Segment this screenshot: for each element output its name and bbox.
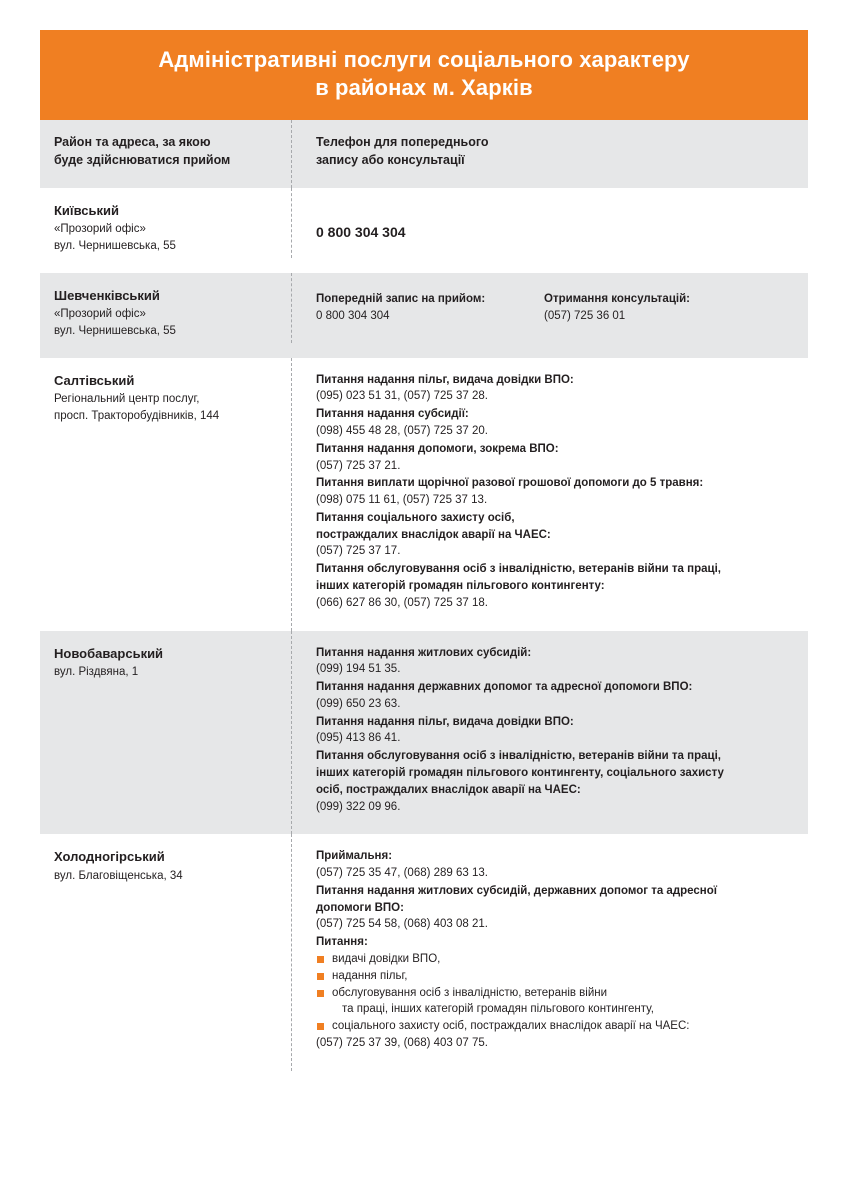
district-name: Новобаварський [54, 645, 164, 661]
appointment-booking-label: Попередній запис на прийом: [316, 292, 486, 305]
title-line-2: в районах м. Харків [315, 75, 533, 101]
row-district-cell [40, 631, 291, 835]
list-item-label: видачі довідки ВПО, [332, 953, 441, 966]
table-row [40, 188, 808, 273]
district-name: Київський [54, 202, 119, 218]
square-bullet-icon [317, 1023, 324, 1030]
district-address: «Прозорий офіс» вул. Чернишевська, 55 [54, 308, 176, 337]
service-item [316, 748, 794, 815]
phone-number[interactable]: (057) 725 36 01 [544, 309, 626, 322]
service-question: Питання надання житлових субсидій: [316, 646, 532, 659]
service-item [316, 441, 794, 475]
service-item [316, 510, 794, 560]
table-header-cell-left [40, 120, 291, 188]
phone-number[interactable]: (057) 725 37 21. [316, 459, 401, 472]
list-item [316, 1018, 794, 1035]
service-item [316, 561, 794, 611]
table-row [40, 834, 808, 1070]
square-bullet-icon [317, 956, 324, 963]
phone-number[interactable]: (057) 725 37 39, (068) 403 07 75. [316, 1036, 488, 1049]
row-phone-cell [291, 188, 808, 273]
column-header-district-address: Район та адреса, за якою буде здійснюватися прийом [54, 135, 231, 168]
row-phone-cell [291, 631, 808, 835]
service-item [316, 883, 794, 933]
service-item [316, 475, 794, 509]
service-question: Питання надання пільг, видача довідки ВПО: [316, 715, 574, 728]
service-question: Питання надання допомоги, зокрема ВПО: [316, 442, 559, 455]
row-phone-cell [291, 834, 808, 1070]
service-question: Питання виплати щорічної разової грошової допомоги до 5 травня: [316, 477, 704, 490]
phone-number[interactable]: (057) 725 54 58, (068) 403 08 21. [316, 918, 488, 931]
list-item [316, 968, 794, 985]
service-question: Питання надання житлових субсидій, державних допомог та адресної допомоги ВПО: [316, 884, 718, 914]
district-address: «Прозорий офіс» вул. Чернишевська, 55 [54, 223, 176, 253]
list-item-label: обслуговування осіб з інвалідністю, ветеранів війни [332, 986, 608, 999]
service-item [316, 372, 794, 406]
table-row [40, 273, 808, 358]
phone-number[interactable]: (098) 075 11 61, (057) 725 37 13. [316, 494, 488, 507]
services-table [40, 120, 808, 1070]
phone-number[interactable]: (057) 725 37 17. [316, 545, 401, 558]
table-row [40, 358, 808, 631]
row-phone-cell [291, 358, 808, 631]
district-address: вул. Різдвяна, 1 [54, 666, 139, 679]
row-district-cell [40, 834, 291, 1070]
district-address: Регіональний центр послуг, просп. Тракторобудівників, 144 [54, 393, 220, 422]
phone-number[interactable]: (057) 725 35 47, (068) 289 63 13. [316, 867, 488, 880]
service-item [316, 848, 794, 882]
service-question: Питання надання пільг, видача довідки ВПО: [316, 373, 574, 386]
row-phone-cell [291, 273, 808, 358]
list-item [316, 985, 794, 1019]
district-name: Холодногірський [54, 849, 165, 865]
list-item-label: надання пільг, [332, 969, 408, 982]
table-row [40, 631, 808, 835]
phone-number[interactable]: (099) 322 09 96. [316, 800, 401, 813]
phone-number[interactable]: (066) 627 86 30, (057) 725 37 18. [316, 596, 488, 609]
list-item-label: соціального захисту осіб, постраждалих внаслідок аварії на ЧАЕС: [332, 1020, 690, 1033]
service-question: Приймальня: [316, 850, 393, 863]
row-district-cell [40, 273, 291, 358]
square-bullet-icon [317, 990, 324, 997]
phone-number[interactable]: 0 800 304 304 [316, 309, 390, 322]
table-header-row [40, 120, 808, 188]
column-header-phone: Телефон для попереднього запису або консультації [316, 135, 489, 168]
district-address: вул. Благовіщенська, 34 [54, 869, 183, 882]
service-item [316, 406, 794, 440]
service-bullet-list [316, 951, 794, 1035]
list-item [316, 951, 794, 968]
service-question: Питання надання субсидії: [316, 408, 469, 421]
phone-number[interactable]: (099) 194 51 35. [316, 663, 401, 676]
phone-number[interactable]: (095) 023 51 31, (057) 725 37 28. [316, 390, 488, 403]
services-table-document [40, 30, 808, 1071]
service-question: Питання обслуговування осіб з інвалідністю, ветеранів війни та праці, інших категорій громадян пільгового контингенту, соціального захисту осіб, постраждалих внаслідок аварії на ЧАЕС: [316, 750, 724, 796]
consultation-label: Отримання консультацій: [544, 292, 690, 305]
appointment-booking-group [316, 291, 544, 326]
service-question: Питання обслуговування осіб з інвалідністю, ветеранів війни та праці, інших категорій громадян пільгового контингенту: [316, 563, 721, 592]
district-name: Шевченківський [54, 287, 160, 303]
bullet-list-heading: Питання: [316, 936, 368, 949]
row-district-cell [40, 188, 291, 273]
service-item [316, 714, 794, 748]
square-bullet-icon [317, 973, 324, 980]
phone-number[interactable]: 0 800 304 304 [316, 223, 406, 240]
service-question: Питання соціального захисту осіб, постраждалих внаслідок аварії на ЧАЕС: [316, 511, 551, 541]
service-item [316, 645, 794, 679]
phone-number[interactable]: (095) 413 86 41. [316, 732, 401, 745]
row-district-cell [40, 358, 291, 631]
service-item [316, 679, 794, 713]
service-question: Питання надання державних допомог та адресної допомоги ВПО: [316, 681, 693, 694]
title-line-1: Адміністративні послуги соціального характеру [158, 47, 690, 72]
list-item-label-continued: та праці, інших категорій громадян пільгового контингенту, [342, 1003, 654, 1016]
consultation-group [544, 291, 794, 326]
phone-number[interactable]: (099) 650 23 63. [316, 697, 401, 710]
page-title [40, 30, 808, 120]
table-header-cell-right [291, 120, 808, 188]
district-name: Салтівський [54, 372, 135, 388]
phone-number[interactable]: (098) 455 48 28, (057) 725 37 20. [316, 424, 488, 437]
